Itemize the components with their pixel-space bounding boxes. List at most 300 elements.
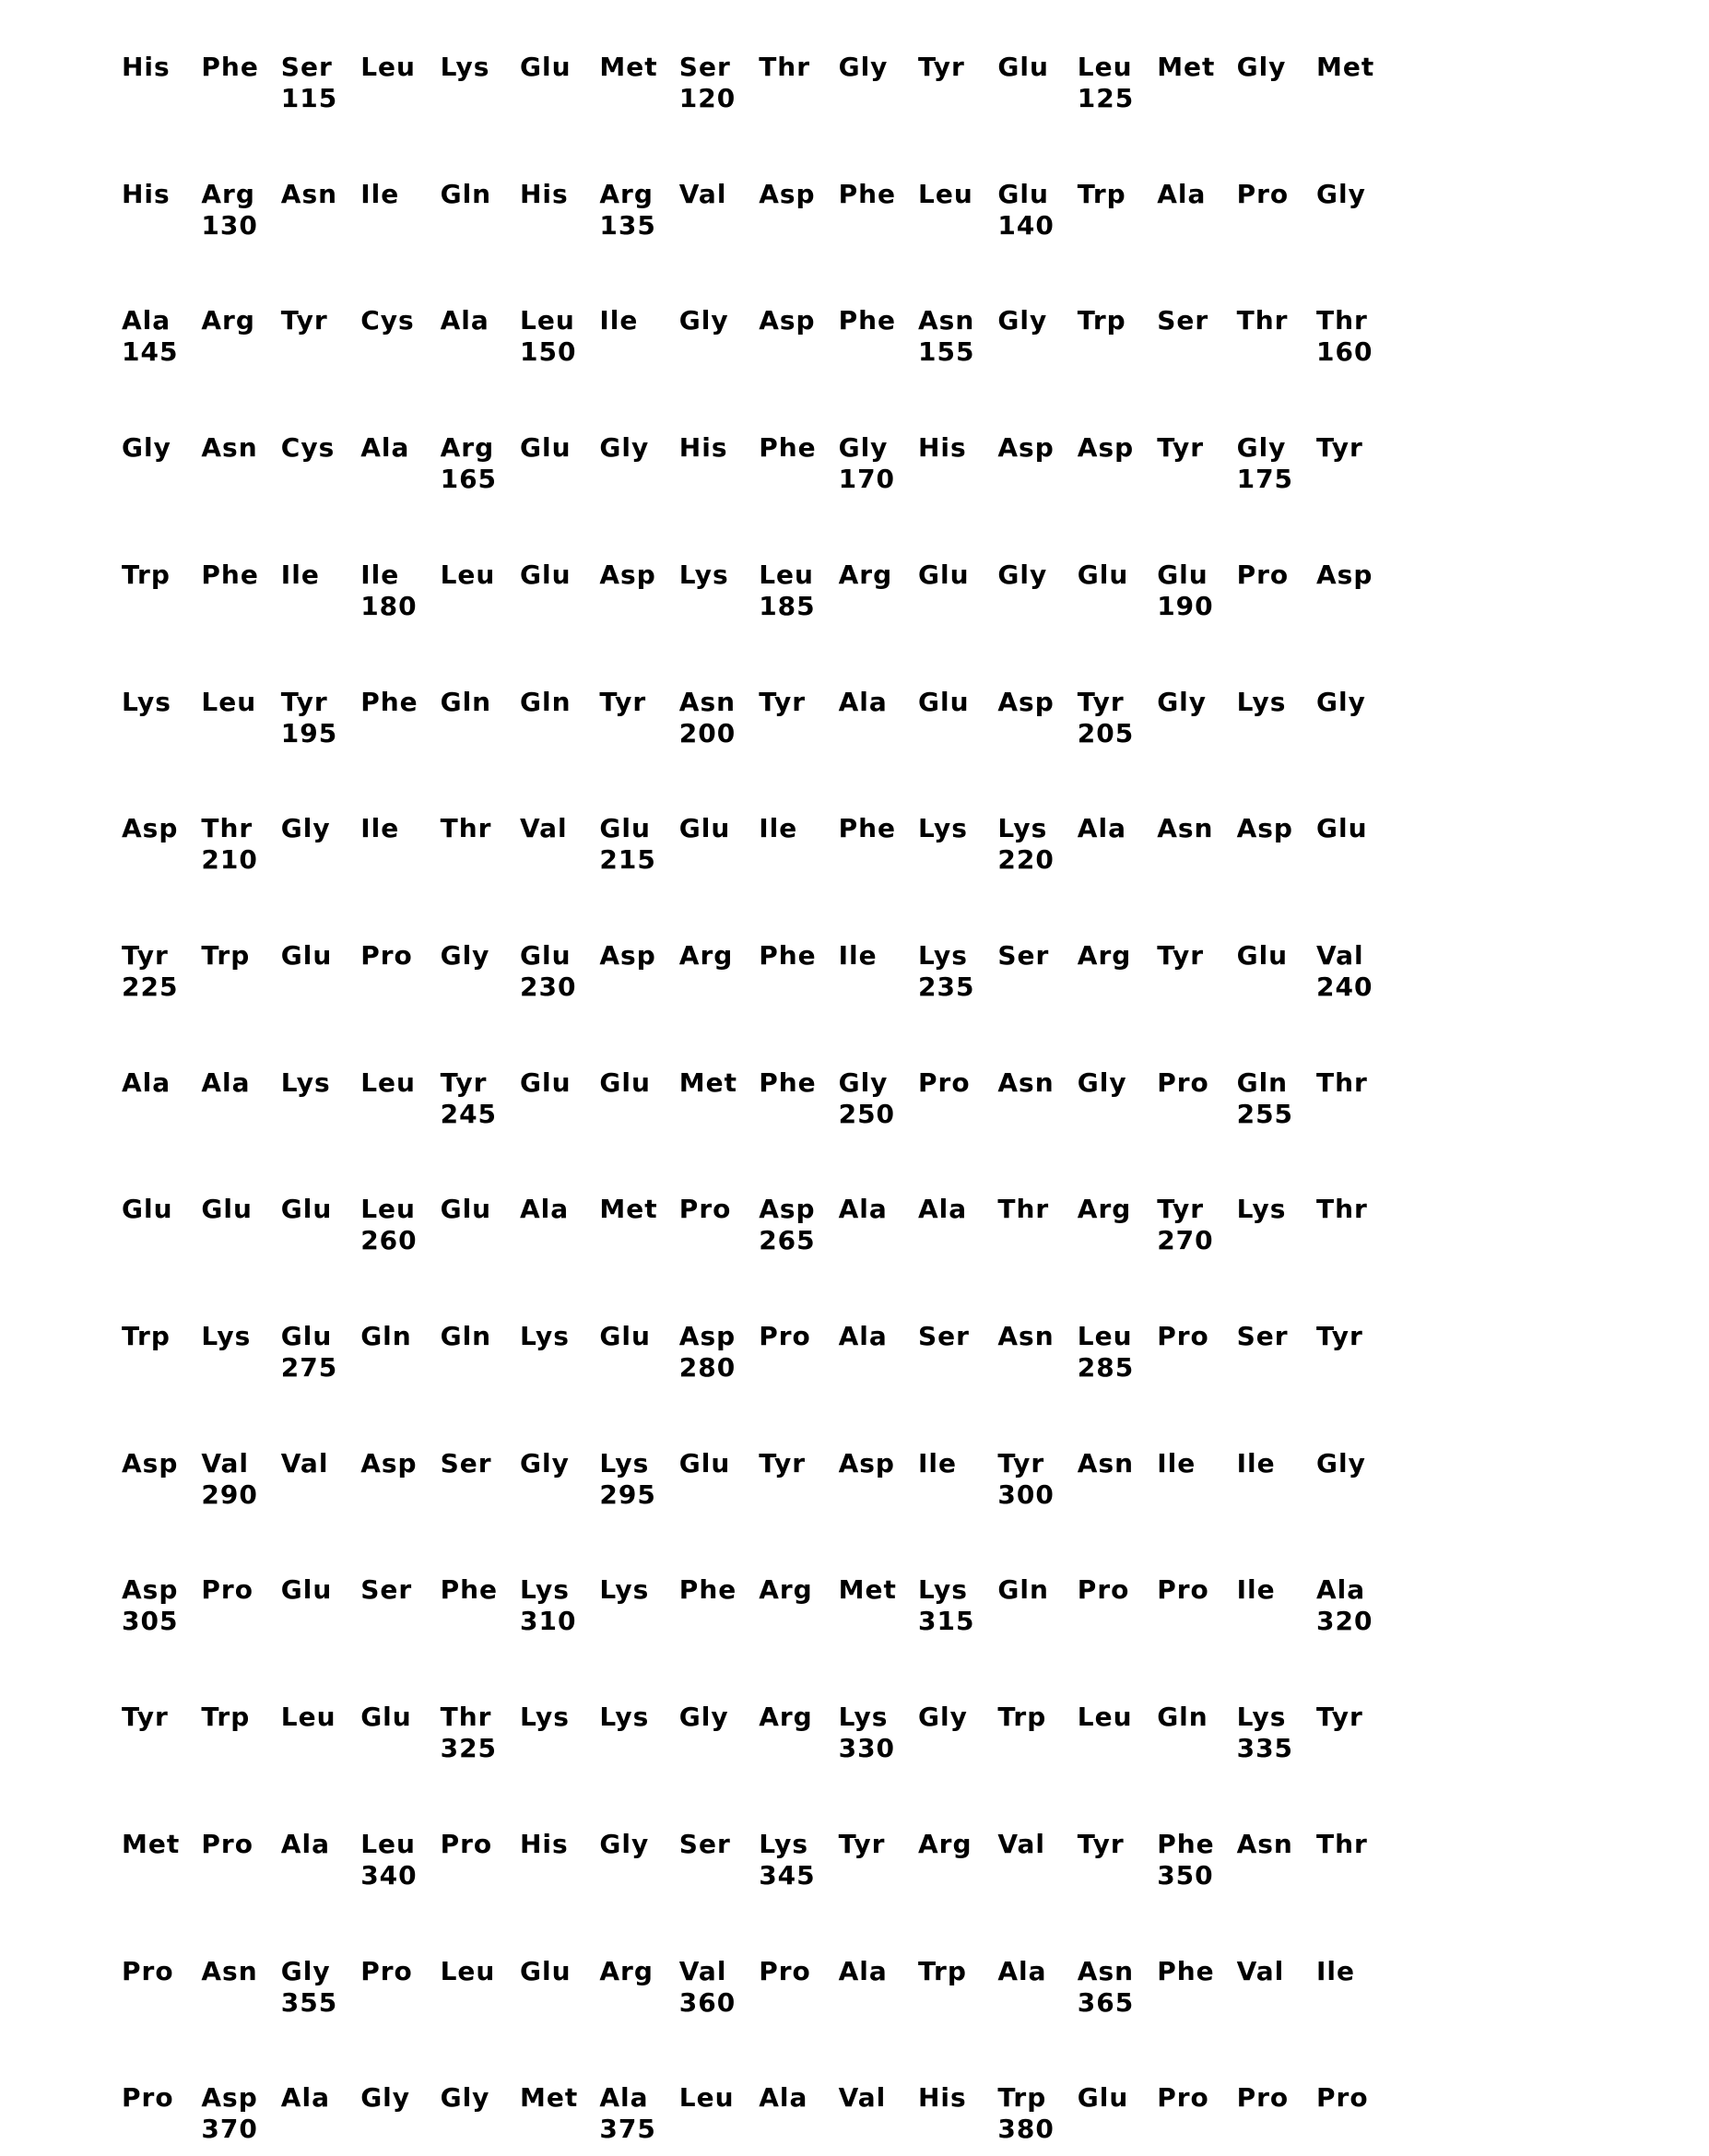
- residue: Thr: [201, 813, 253, 843]
- sequence-row: [122, 1448, 1504, 1522]
- residue: His: [520, 1829, 569, 1859]
- residue: Glu: [520, 1067, 572, 1098]
- residue: Pro: [122, 1956, 174, 1986]
- residue: Phe: [839, 179, 896, 209]
- residue: Arg: [759, 1702, 813, 1732]
- residue: Glu: [679, 813, 731, 843]
- residue: Lys: [997, 813, 1047, 843]
- residue: Asn: [281, 179, 337, 209]
- residue: Asn: [997, 1321, 1054, 1351]
- residue: Ala: [281, 1829, 330, 1859]
- residue: His: [918, 432, 967, 463]
- residue: Trp: [1078, 305, 1126, 336]
- position-number: 185: [759, 591, 815, 621]
- residue: Glu: [918, 560, 970, 590]
- residue: Gln: [997, 1574, 1049, 1605]
- residue: Trp: [997, 2082, 1046, 2113]
- residue: Ala: [1157, 179, 1206, 209]
- residue: Arg: [599, 179, 654, 209]
- residue: Gly: [679, 1702, 729, 1732]
- residue: Glu: [1237, 940, 1289, 971]
- residue: Gly: [441, 940, 490, 971]
- residue: Arg: [839, 560, 893, 590]
- residue: Gly: [1237, 432, 1287, 463]
- residue: Trp: [918, 1956, 967, 1986]
- residue: Pro: [441, 1829, 493, 1859]
- residue: Phe: [360, 687, 418, 717]
- position-number: 130: [201, 210, 257, 241]
- residue: Gly: [1237, 52, 1287, 82]
- position-number: 330: [839, 1733, 895, 1763]
- residue: Tyr: [122, 940, 169, 971]
- residue: Ala: [520, 1194, 569, 1224]
- residue: Asp: [122, 813, 178, 843]
- residue: Lys: [679, 560, 729, 590]
- residue: Glu: [520, 940, 572, 971]
- residue: Met: [839, 1574, 897, 1605]
- residue: Asp: [759, 305, 815, 336]
- residue: Pro: [1157, 1574, 1209, 1605]
- residue: Gly: [679, 305, 729, 336]
- residue: Glu: [360, 1702, 412, 1732]
- residue: Ile: [918, 1448, 957, 1479]
- residue: Glu: [520, 432, 572, 463]
- position-number: 115: [281, 83, 337, 113]
- position-number: 145: [122, 336, 178, 367]
- residue: Pro: [1157, 1321, 1209, 1351]
- sequence-row: [122, 1194, 1504, 1267]
- residue: Leu: [520, 305, 575, 336]
- residue: Gly: [997, 560, 1047, 590]
- residue: Met: [1316, 52, 1374, 82]
- residue: Ile: [839, 940, 878, 971]
- residue: Asn: [1237, 1829, 1293, 1859]
- residue: Pro: [1237, 179, 1290, 209]
- residue: Gln: [441, 179, 492, 209]
- residue: Thr: [759, 52, 810, 82]
- residue: Arg: [201, 305, 255, 336]
- residue: Phe: [759, 940, 816, 971]
- residue: Asp: [360, 1448, 417, 1479]
- residue: Phe: [441, 1574, 498, 1605]
- residue: Glu: [122, 1194, 173, 1224]
- position-number: 225: [122, 972, 178, 1002]
- position-number: 305: [122, 1606, 178, 1636]
- residue: Ala: [360, 432, 409, 463]
- residue: Arg: [599, 1956, 654, 1986]
- residue: Ile: [1237, 1574, 1276, 1605]
- residue: Glu: [1078, 560, 1129, 590]
- position-number: 260: [360, 1225, 417, 1255]
- residue: Ser: [1157, 305, 1208, 336]
- residue: Thr: [441, 1702, 492, 1732]
- residue: Gly: [281, 1956, 331, 1986]
- sequence-row: [122, 1956, 1504, 2030]
- residue: Met: [679, 1067, 737, 1098]
- position-number: 310: [520, 1606, 576, 1636]
- residue: Ala: [997, 1956, 1046, 1986]
- sequence-row: [122, 1321, 1504, 1395]
- residue: Ala: [1078, 813, 1126, 843]
- residue: Glu: [918, 687, 970, 717]
- residue: Glu: [281, 1574, 333, 1605]
- residue: Pro: [360, 940, 413, 971]
- residue: Leu: [679, 2082, 735, 2113]
- residue: Leu: [360, 1829, 416, 1859]
- position-number: 300: [997, 1479, 1054, 1510]
- residue: Gly: [997, 305, 1047, 336]
- residue: Gly: [918, 1702, 968, 1732]
- residue: Asn: [201, 432, 257, 463]
- residue: Val: [1316, 940, 1364, 971]
- residue: Ala: [122, 305, 171, 336]
- residue: Gly: [1316, 1448, 1366, 1479]
- position-number: 360: [679, 1987, 736, 2018]
- position-number: 255: [1237, 1099, 1293, 1129]
- residue: Tyr: [441, 1067, 488, 1098]
- residue: His: [918, 2082, 967, 2113]
- residue: Glu: [997, 52, 1049, 82]
- residue: Ser: [918, 1321, 970, 1351]
- residue: Ile: [281, 560, 320, 590]
- residue: Tyr: [599, 687, 646, 717]
- residue: Thr: [1316, 1067, 1368, 1098]
- residue: Pro: [1237, 560, 1290, 590]
- residue: Ala: [839, 1956, 888, 1986]
- residue: Ala: [1316, 1574, 1365, 1605]
- residue: Val: [201, 1448, 249, 1479]
- residue: Val: [520, 813, 568, 843]
- residue: Asp: [201, 2082, 257, 2113]
- residue: Tyr: [1157, 1194, 1204, 1224]
- position-number: 180: [360, 591, 417, 621]
- sequence-row: [122, 813, 1504, 887]
- residue: Lys: [599, 1574, 649, 1605]
- position-number: 345: [759, 1860, 815, 1891]
- position-number: 355: [281, 1987, 337, 2018]
- residue: Pro: [201, 1574, 253, 1605]
- residue: Tyr: [1316, 1321, 1363, 1351]
- residue: Arg: [1078, 1194, 1132, 1224]
- residue: Arg: [441, 432, 495, 463]
- residue: Ala: [759, 2082, 807, 2113]
- residue: Tyr: [1078, 1829, 1125, 1859]
- position-number: 320: [1316, 1606, 1373, 1636]
- residue: Thr: [441, 813, 492, 843]
- residue: Val: [679, 179, 727, 209]
- residue: Ser: [441, 1448, 492, 1479]
- position-number: 235: [918, 972, 974, 1002]
- residue: Ser: [281, 52, 333, 82]
- residue: Gly: [599, 1829, 649, 1859]
- residue: Leu: [360, 1194, 416, 1224]
- residue: Thr: [1316, 1829, 1368, 1859]
- residue: Gly: [360, 2082, 410, 2113]
- sequence-row: [122, 687, 1504, 760]
- residue: Pro: [759, 1321, 811, 1351]
- position-number: 375: [599, 2114, 655, 2144]
- residue: Pro: [918, 1067, 971, 1098]
- position-number: 125: [1078, 83, 1134, 113]
- residue: Asp: [599, 940, 655, 971]
- residue: Tyr: [1157, 432, 1204, 463]
- residue: Arg: [201, 179, 255, 209]
- position-number: 155: [918, 336, 974, 367]
- residue: Asp: [997, 687, 1054, 717]
- residue: Ile: [360, 179, 399, 209]
- residue: Trp: [122, 560, 171, 590]
- residue: Lys: [520, 1321, 570, 1351]
- residue: Ile: [1316, 1956, 1355, 1986]
- position-number: 170: [839, 464, 895, 494]
- position-number: 335: [1237, 1733, 1293, 1763]
- residue: Met: [520, 2082, 578, 2113]
- residue: Glu: [281, 1321, 333, 1351]
- position-number: 325: [441, 1733, 497, 1763]
- sequence-row: [122, 1067, 1504, 1141]
- residue: Asp: [1237, 813, 1293, 843]
- position-number: 135: [599, 210, 655, 241]
- residue: Val: [839, 2082, 887, 2113]
- position-number: 160: [1316, 336, 1373, 367]
- residue: Tyr: [1316, 1702, 1363, 1732]
- residue: Phe: [759, 432, 816, 463]
- residue: Ser: [1237, 1321, 1289, 1351]
- residue: Phe: [839, 813, 896, 843]
- residue: Leu: [360, 52, 416, 82]
- residue: Asp: [839, 1448, 895, 1479]
- residue: Glu: [441, 1194, 492, 1224]
- residue: Pro: [1078, 1574, 1130, 1605]
- residue: Pro: [201, 1829, 253, 1859]
- position-number: 350: [1157, 1860, 1213, 1891]
- residue: Tyr: [281, 305, 328, 336]
- residue: Ala: [441, 305, 489, 336]
- residue: Asn: [918, 305, 974, 336]
- residue: Leu: [201, 687, 256, 717]
- residue: Gly: [1078, 1067, 1127, 1098]
- residue: Ser: [679, 52, 731, 82]
- residue: Tyr: [918, 52, 965, 82]
- residue: Lys: [918, 940, 968, 971]
- residue: Ala: [839, 1194, 888, 1224]
- residue: Glu: [520, 52, 572, 82]
- residue: Tyr: [839, 1829, 886, 1859]
- residue: Glu: [997, 179, 1049, 209]
- residue: Met: [122, 1829, 180, 1859]
- residue: Gly: [122, 432, 171, 463]
- residue: Trp: [201, 940, 250, 971]
- position-number: 120: [679, 83, 736, 113]
- residue: Glu: [599, 813, 651, 843]
- position-number: 215: [599, 844, 655, 875]
- residue: Pro: [1157, 1067, 1209, 1098]
- position-number: 195: [281, 718, 337, 748]
- residue: Phe: [1157, 1956, 1214, 1986]
- position-number: 230: [520, 972, 576, 1002]
- residue: Gln: [360, 1321, 412, 1351]
- residue: Ile: [1157, 1448, 1196, 1479]
- residue: Ser: [360, 1574, 412, 1605]
- residue: Trp: [997, 1702, 1046, 1732]
- position-number: 150: [520, 336, 576, 367]
- sequence-row: [122, 179, 1504, 253]
- residue: Pro: [679, 1194, 732, 1224]
- residue: Phe: [759, 1067, 816, 1098]
- residue: Gln: [441, 1321, 492, 1351]
- residue: Leu: [1078, 1702, 1133, 1732]
- residue: Ser: [997, 940, 1049, 971]
- residue: Asn: [679, 687, 736, 717]
- position-number: 165: [441, 464, 497, 494]
- residue: Val: [679, 1956, 727, 1986]
- residue: Val: [997, 1829, 1045, 1859]
- residue: Thr: [997, 1194, 1049, 1224]
- residue: Pro: [360, 1956, 413, 1986]
- residue: Arg: [759, 1574, 813, 1605]
- residue: Trp: [122, 1321, 171, 1351]
- residue: Asp: [122, 1448, 178, 1479]
- residue: Gly: [839, 432, 889, 463]
- residue: Asn: [201, 1956, 257, 1986]
- position-number: 210: [201, 844, 257, 875]
- residue: Glu: [679, 1448, 731, 1479]
- residue: Glu: [201, 1194, 253, 1224]
- residue: Tyr: [1316, 432, 1363, 463]
- residue: Lys: [520, 1702, 570, 1732]
- residue: Asp: [759, 179, 815, 209]
- position-number: 190: [1157, 591, 1213, 621]
- residue: Gly: [1316, 179, 1366, 209]
- position-number: 340: [360, 1860, 417, 1891]
- residue: Lys: [441, 52, 490, 82]
- residue: Cys: [281, 432, 335, 463]
- residue: Met: [599, 52, 657, 82]
- residue: Tyr: [1157, 940, 1204, 971]
- position-number: 140: [997, 210, 1054, 241]
- sequence-row: [122, 1702, 1504, 1775]
- residue: Pro: [1237, 2082, 1290, 2113]
- residue: Leu: [1078, 52, 1133, 82]
- residue: Asn: [1078, 1448, 1134, 1479]
- sequence-row: [122, 52, 1504, 125]
- residue: Arg: [679, 940, 734, 971]
- residue: Glu: [520, 560, 572, 590]
- residue: Lys: [599, 1702, 649, 1732]
- position-number: 240: [1316, 972, 1373, 1002]
- residue: Glu: [281, 1194, 333, 1224]
- residue: Tyr: [281, 687, 328, 717]
- residue: Asp: [122, 1574, 178, 1605]
- residue: Cys: [360, 305, 414, 336]
- sequence-row: [122, 940, 1504, 1014]
- residue: Pro: [122, 2082, 174, 2113]
- residue: Pro: [759, 1956, 811, 1986]
- residue: Tyr: [759, 1448, 806, 1479]
- sequence-row: [122, 432, 1504, 506]
- residue: Leu: [441, 1956, 496, 1986]
- position-number: 205: [1078, 718, 1134, 748]
- residue: Gln: [441, 687, 492, 717]
- residue: Thr: [1316, 305, 1368, 336]
- residue: Gly: [441, 2082, 490, 2113]
- residue: Glu: [1157, 560, 1208, 590]
- residue: Lys: [1237, 1702, 1287, 1732]
- position-number: 245: [441, 1099, 497, 1129]
- residue: Gly: [520, 1448, 570, 1479]
- residue: Ile: [360, 813, 399, 843]
- residue: Ala: [839, 1321, 888, 1351]
- residue: Ala: [839, 687, 888, 717]
- residue: Ile: [1237, 1448, 1276, 1479]
- residue: Ala: [918, 1194, 967, 1224]
- residue: Gly: [281, 813, 331, 843]
- residue: Ala: [122, 1067, 171, 1098]
- residue: Phe: [679, 1574, 737, 1605]
- position-number: 200: [679, 718, 736, 748]
- residue: Leu: [1078, 1321, 1133, 1351]
- residue: Leu: [918, 179, 973, 209]
- residue: Arg: [918, 1829, 972, 1859]
- residue: Trp: [201, 1702, 250, 1732]
- residue: Leu: [360, 1067, 416, 1098]
- residue: Lys: [599, 1448, 649, 1479]
- residue: Leu: [281, 1702, 336, 1732]
- sequence-row: [122, 305, 1504, 379]
- position-number: 280: [679, 1352, 736, 1383]
- sequence-row: [122, 1829, 1504, 1903]
- residue: Lys: [918, 1574, 968, 1605]
- residue: Asp: [759, 1194, 815, 1224]
- residue: His: [122, 52, 171, 82]
- residue: Glu: [599, 1321, 651, 1351]
- residue: Ile: [599, 305, 638, 336]
- residue: Asn: [1078, 1956, 1134, 1986]
- residue: Gln: [1157, 1702, 1208, 1732]
- position-number: 175: [1237, 464, 1293, 494]
- position-number: 295: [599, 1479, 655, 1510]
- residue: Glu: [1078, 2082, 1129, 2113]
- residue: Gln: [1237, 1067, 1289, 1098]
- residue: Lys: [1237, 1194, 1287, 1224]
- residue: Tyr: [1078, 687, 1125, 717]
- residue: Lys: [281, 1067, 331, 1098]
- residue: Ile: [360, 560, 399, 590]
- residue: Glu: [1316, 813, 1368, 843]
- position-number: 265: [759, 1225, 815, 1255]
- residue: Pro: [1157, 2082, 1209, 2113]
- residue: Gly: [1157, 687, 1207, 717]
- position-number: 275: [281, 1352, 337, 1383]
- position-number: 380: [997, 2114, 1054, 2144]
- position-number: 365: [1078, 1987, 1134, 2018]
- residue: Glu: [281, 940, 333, 971]
- residue: Thr: [1237, 305, 1289, 336]
- sequence-row: [122, 2082, 1504, 2156]
- sequence-row: [122, 1574, 1504, 1648]
- residue: Ser: [679, 1829, 731, 1859]
- residue: Lys: [520, 1574, 570, 1605]
- residue: Tyr: [759, 687, 806, 717]
- residue: Phe: [201, 560, 258, 590]
- residue: Asn: [997, 1067, 1054, 1098]
- position-number: 220: [997, 844, 1054, 875]
- residue: Asp: [1316, 560, 1373, 590]
- residue: His: [679, 432, 728, 463]
- residue: Gln: [520, 687, 572, 717]
- position-number: 315: [918, 1606, 974, 1636]
- residue: Ala: [599, 2082, 648, 2113]
